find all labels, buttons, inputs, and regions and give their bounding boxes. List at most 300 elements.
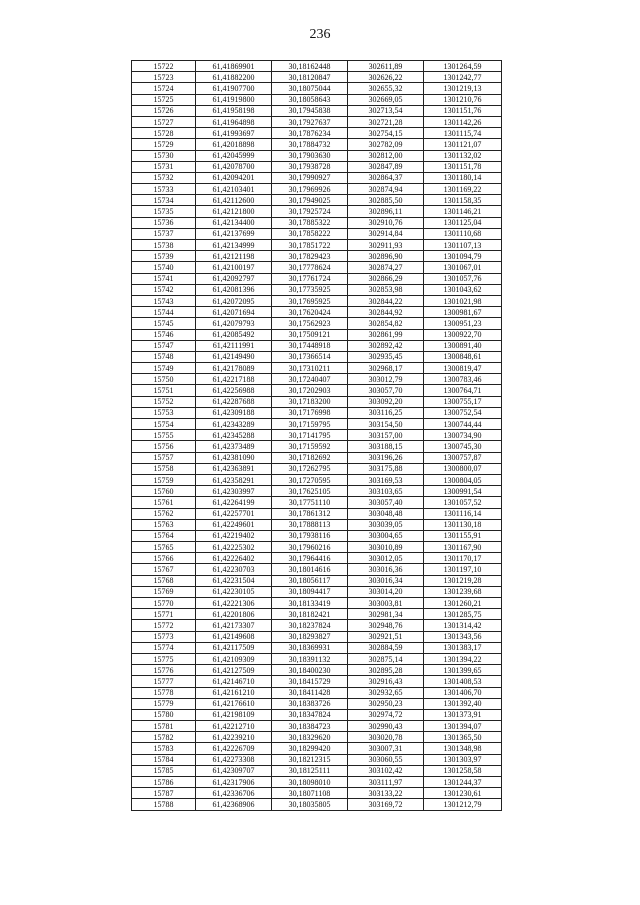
x-coordinate-cell: 302782,09 bbox=[348, 139, 424, 150]
longitude-cell: 30,18299420 bbox=[272, 743, 348, 754]
y-coordinate-cell: 1301392,40 bbox=[424, 698, 502, 709]
x-coordinate-cell: 302626,22 bbox=[348, 72, 424, 83]
table-row bbox=[132, 754, 502, 765]
latitude-cell: 61,41993697 bbox=[196, 128, 272, 139]
longitude-cell: 30,17858222 bbox=[272, 228, 348, 239]
point-number-cell: 15735 bbox=[132, 206, 196, 217]
table-row bbox=[132, 665, 502, 676]
y-coordinate-cell: 1301094,79 bbox=[424, 251, 502, 262]
y-coordinate-cell: 1300744,44 bbox=[424, 419, 502, 430]
y-coordinate-cell: 1300848,61 bbox=[424, 351, 502, 362]
page-number: 236 bbox=[309, 27, 331, 42]
table-row bbox=[132, 240, 502, 251]
x-coordinate-cell: 302896,11 bbox=[348, 206, 424, 217]
y-coordinate-cell: 1301348,98 bbox=[424, 743, 502, 754]
table-row bbox=[132, 83, 502, 94]
latitude-cell: 61,42309188 bbox=[196, 407, 272, 418]
y-coordinate-cell: 1300800,07 bbox=[424, 463, 502, 474]
table-row bbox=[132, 206, 502, 217]
point-number-cell: 15734 bbox=[132, 195, 196, 206]
latitude-cell: 61,42249601 bbox=[196, 519, 272, 530]
x-coordinate-cell: 303010,89 bbox=[348, 542, 424, 553]
latitude-cell: 61,42226709 bbox=[196, 743, 272, 754]
point-number-cell: 15726 bbox=[132, 105, 196, 116]
x-coordinate-cell: 303188,15 bbox=[348, 441, 424, 452]
longitude-cell: 30,17964416 bbox=[272, 553, 348, 564]
latitude-cell: 61,42111991 bbox=[196, 340, 272, 351]
x-coordinate-cell: 302853,98 bbox=[348, 284, 424, 295]
y-coordinate-cell: 1300745,30 bbox=[424, 441, 502, 452]
point-number-cell: 15752 bbox=[132, 396, 196, 407]
table-row bbox=[132, 374, 502, 385]
point-number-cell: 15743 bbox=[132, 295, 196, 306]
longitude-cell: 30,17310211 bbox=[272, 363, 348, 374]
table-row bbox=[132, 139, 502, 150]
point-number-cell: 15782 bbox=[132, 732, 196, 743]
x-coordinate-cell: 303175,88 bbox=[348, 463, 424, 474]
point-number-cell: 15769 bbox=[132, 586, 196, 597]
table-row bbox=[132, 340, 502, 351]
y-coordinate-cell: 1301264,59 bbox=[424, 61, 502, 72]
longitude-cell: 30,18075044 bbox=[272, 83, 348, 94]
latitude-cell: 61,42368906 bbox=[196, 799, 272, 810]
longitude-cell: 30,17969926 bbox=[272, 184, 348, 195]
latitude-cell: 61,42092797 bbox=[196, 273, 272, 284]
longitude-cell: 30,17366514 bbox=[272, 351, 348, 362]
point-number-cell: 15741 bbox=[132, 273, 196, 284]
y-coordinate-cell: 1301260,21 bbox=[424, 598, 502, 609]
table-row bbox=[132, 72, 502, 83]
longitude-cell: 30,17182692 bbox=[272, 452, 348, 463]
point-number-cell: 15784 bbox=[132, 754, 196, 765]
y-coordinate-cell: 1301383,17 bbox=[424, 642, 502, 653]
y-coordinate-cell: 1301155,91 bbox=[424, 530, 502, 541]
longitude-cell: 30,17202903 bbox=[272, 385, 348, 396]
table-row bbox=[132, 351, 502, 362]
point-number-cell: 15747 bbox=[132, 340, 196, 351]
latitude-cell: 61,42212710 bbox=[196, 721, 272, 732]
point-number-cell: 15748 bbox=[132, 351, 196, 362]
point-number-cell: 15764 bbox=[132, 530, 196, 541]
latitude-cell: 61,42217188 bbox=[196, 374, 272, 385]
table-row bbox=[132, 184, 502, 195]
longitude-cell: 30,17990927 bbox=[272, 172, 348, 183]
longitude-cell: 30,17888113 bbox=[272, 519, 348, 530]
table-row bbox=[132, 642, 502, 653]
point-number-cell: 15761 bbox=[132, 497, 196, 508]
table-row bbox=[132, 586, 502, 597]
latitude-cell: 61,42230703 bbox=[196, 564, 272, 575]
table-row bbox=[132, 363, 502, 374]
longitude-cell: 30,17141795 bbox=[272, 430, 348, 441]
point-number-cell: 15781 bbox=[132, 721, 196, 732]
y-coordinate-cell: 1300734,90 bbox=[424, 430, 502, 441]
x-coordinate-cell: 302655,32 bbox=[348, 83, 424, 94]
latitude-cell: 61,42257701 bbox=[196, 508, 272, 519]
y-coordinate-cell: 1301242,77 bbox=[424, 72, 502, 83]
y-coordinate-cell: 1301132,02 bbox=[424, 150, 502, 161]
y-coordinate-cell: 1301169,22 bbox=[424, 184, 502, 195]
longitude-cell: 30,17925724 bbox=[272, 206, 348, 217]
table-row bbox=[132, 419, 502, 430]
latitude-cell: 61,42230105 bbox=[196, 586, 272, 597]
longitude-cell: 30,18293827 bbox=[272, 631, 348, 642]
latitude-cell: 61,42085492 bbox=[196, 329, 272, 340]
longitude-cell: 30,17562923 bbox=[272, 318, 348, 329]
point-number-cell: 15740 bbox=[132, 262, 196, 273]
longitude-cell: 30,17448918 bbox=[272, 340, 348, 351]
latitude-cell: 61,42121198 bbox=[196, 251, 272, 262]
x-coordinate-cell: 302713,54 bbox=[348, 105, 424, 116]
x-coordinate-cell: 302847,89 bbox=[348, 161, 424, 172]
longitude-cell: 30,18056117 bbox=[272, 575, 348, 586]
y-coordinate-cell: 1301197,10 bbox=[424, 564, 502, 575]
table-row bbox=[132, 172, 502, 183]
y-coordinate-cell: 1301130,18 bbox=[424, 519, 502, 530]
x-coordinate-cell: 302968,17 bbox=[348, 363, 424, 374]
point-number-cell: 15785 bbox=[132, 765, 196, 776]
latitude-cell: 61,41919800 bbox=[196, 94, 272, 105]
x-coordinate-cell: 302974,72 bbox=[348, 709, 424, 720]
point-number-cell: 15737 bbox=[132, 228, 196, 239]
latitude-cell: 61,42219402 bbox=[196, 530, 272, 541]
point-number-cell: 15727 bbox=[132, 116, 196, 127]
point-number-cell: 15746 bbox=[132, 329, 196, 340]
point-number-cell: 15763 bbox=[132, 519, 196, 530]
point-number-cell: 15759 bbox=[132, 474, 196, 485]
table-row bbox=[132, 150, 502, 161]
x-coordinate-cell: 303016,36 bbox=[348, 564, 424, 575]
point-number-cell: 15787 bbox=[132, 788, 196, 799]
x-coordinate-cell: 302611,89 bbox=[348, 61, 424, 72]
longitude-cell: 30,17695925 bbox=[272, 295, 348, 306]
point-number-cell: 15760 bbox=[132, 486, 196, 497]
y-coordinate-cell: 1301151,78 bbox=[424, 161, 502, 172]
table-row bbox=[132, 161, 502, 172]
latitude-cell: 61,42363891 bbox=[196, 463, 272, 474]
longitude-cell: 30,17778624 bbox=[272, 262, 348, 273]
latitude-cell: 61,42072095 bbox=[196, 295, 272, 306]
x-coordinate-cell: 303039,05 bbox=[348, 519, 424, 530]
point-number-cell: 15755 bbox=[132, 430, 196, 441]
longitude-cell: 30,18162448 bbox=[272, 61, 348, 72]
x-coordinate-cell: 302844,92 bbox=[348, 307, 424, 318]
latitude-cell: 61,42134400 bbox=[196, 217, 272, 228]
latitude-cell: 61,42109309 bbox=[196, 653, 272, 664]
longitude-cell: 30,17620424 bbox=[272, 307, 348, 318]
point-number-cell: 15738 bbox=[132, 240, 196, 251]
x-coordinate-cell: 303048,48 bbox=[348, 508, 424, 519]
y-coordinate-cell: 1301116,14 bbox=[424, 508, 502, 519]
longitude-cell: 30,18212315 bbox=[272, 754, 348, 765]
table-row bbox=[132, 318, 502, 329]
coordinates-table bbox=[131, 60, 502, 811]
longitude-cell: 30,17960216 bbox=[272, 542, 348, 553]
y-coordinate-cell: 1300757,87 bbox=[424, 452, 502, 463]
x-coordinate-cell: 303014,20 bbox=[348, 586, 424, 597]
x-coordinate-cell: 303111,97 bbox=[348, 777, 424, 788]
table-row bbox=[132, 598, 502, 609]
point-number-cell: 15779 bbox=[132, 698, 196, 709]
longitude-cell: 30,18411428 bbox=[272, 687, 348, 698]
table-row bbox=[132, 295, 502, 306]
longitude-cell: 30,17270595 bbox=[272, 474, 348, 485]
table-row bbox=[132, 721, 502, 732]
y-coordinate-cell: 1301394,22 bbox=[424, 653, 502, 664]
latitude-cell: 61,42358291 bbox=[196, 474, 272, 485]
x-coordinate-cell: 302854,82 bbox=[348, 318, 424, 329]
point-number-cell: 15776 bbox=[132, 665, 196, 676]
y-coordinate-cell: 1301210,76 bbox=[424, 94, 502, 105]
y-coordinate-cell: 1300804,05 bbox=[424, 474, 502, 485]
longitude-cell: 30,18237824 bbox=[272, 620, 348, 631]
longitude-cell: 30,18383726 bbox=[272, 698, 348, 709]
y-coordinate-cell: 1301343,56 bbox=[424, 631, 502, 642]
longitude-cell: 30,17876234 bbox=[272, 128, 348, 139]
table-row bbox=[132, 620, 502, 631]
point-number-cell: 15757 bbox=[132, 452, 196, 463]
table-row bbox=[132, 61, 502, 72]
table-row bbox=[132, 273, 502, 284]
point-number-cell: 15753 bbox=[132, 407, 196, 418]
table-row bbox=[132, 564, 502, 575]
point-number-cell: 15733 bbox=[132, 184, 196, 195]
point-number-cell: 15754 bbox=[132, 419, 196, 430]
latitude-cell: 61,42078700 bbox=[196, 161, 272, 172]
point-number-cell: 15724 bbox=[132, 83, 196, 94]
point-number-cell: 15783 bbox=[132, 743, 196, 754]
latitude-cell: 61,42381090 bbox=[196, 452, 272, 463]
table-row bbox=[132, 497, 502, 508]
x-coordinate-cell: 302950,23 bbox=[348, 698, 424, 709]
x-coordinate-cell: 302948,76 bbox=[348, 620, 424, 631]
latitude-cell: 61,42146710 bbox=[196, 676, 272, 687]
longitude-cell: 30,17176998 bbox=[272, 407, 348, 418]
point-number-cell: 15758 bbox=[132, 463, 196, 474]
latitude-cell: 61,42134999 bbox=[196, 240, 272, 251]
y-coordinate-cell: 1301230,61 bbox=[424, 788, 502, 799]
table-row bbox=[132, 519, 502, 530]
longitude-cell: 30,17735925 bbox=[272, 284, 348, 295]
point-number-cell: 15722 bbox=[132, 61, 196, 72]
table-row bbox=[132, 474, 502, 485]
x-coordinate-cell: 303092,20 bbox=[348, 396, 424, 407]
y-coordinate-cell: 1301167,90 bbox=[424, 542, 502, 553]
y-coordinate-cell: 1301057,76 bbox=[424, 273, 502, 284]
longitude-cell: 30,17949025 bbox=[272, 195, 348, 206]
longitude-cell: 30,17751110 bbox=[272, 497, 348, 508]
table-row bbox=[132, 385, 502, 396]
x-coordinate-cell: 302981,34 bbox=[348, 609, 424, 620]
longitude-cell: 30,17183200 bbox=[272, 396, 348, 407]
x-coordinate-cell: 302861,99 bbox=[348, 329, 424, 340]
longitude-cell: 30,17761724 bbox=[272, 273, 348, 284]
point-number-cell: 15731 bbox=[132, 161, 196, 172]
y-coordinate-cell: 1301151,76 bbox=[424, 105, 502, 116]
longitude-cell: 30,18094417 bbox=[272, 586, 348, 597]
x-coordinate-cell: 302874,27 bbox=[348, 262, 424, 273]
table-row bbox=[132, 463, 502, 474]
longitude-cell: 30,17861312 bbox=[272, 508, 348, 519]
point-number-cell: 15767 bbox=[132, 564, 196, 575]
table-row bbox=[132, 116, 502, 127]
latitude-cell: 61,42373489 bbox=[196, 441, 272, 452]
y-coordinate-cell: 1301125,04 bbox=[424, 217, 502, 228]
latitude-cell: 61,42121800 bbox=[196, 206, 272, 217]
table-row bbox=[132, 676, 502, 687]
latitude-cell: 61,42256988 bbox=[196, 385, 272, 396]
x-coordinate-cell: 302812,00 bbox=[348, 150, 424, 161]
latitude-cell: 61,42045999 bbox=[196, 150, 272, 161]
table-row bbox=[132, 94, 502, 105]
point-number-cell: 15766 bbox=[132, 553, 196, 564]
y-coordinate-cell: 1301399,65 bbox=[424, 665, 502, 676]
table-row bbox=[132, 631, 502, 642]
point-number-cell: 15768 bbox=[132, 575, 196, 586]
latitude-cell: 61,42336706 bbox=[196, 788, 272, 799]
point-number-cell: 15732 bbox=[132, 172, 196, 183]
y-coordinate-cell: 1300951,23 bbox=[424, 318, 502, 329]
y-coordinate-cell: 1300922,70 bbox=[424, 329, 502, 340]
x-coordinate-cell: 302721,28 bbox=[348, 116, 424, 127]
latitude-cell: 61,42309707 bbox=[196, 765, 272, 776]
latitude-cell: 61,42231504 bbox=[196, 575, 272, 586]
x-coordinate-cell: 302916,43 bbox=[348, 676, 424, 687]
point-number-cell: 15723 bbox=[132, 72, 196, 83]
y-coordinate-cell: 1301219,28 bbox=[424, 575, 502, 586]
y-coordinate-cell: 1301219,13 bbox=[424, 83, 502, 94]
x-coordinate-cell: 302866,29 bbox=[348, 273, 424, 284]
table-row bbox=[132, 251, 502, 262]
latitude-cell: 61,41882200 bbox=[196, 72, 272, 83]
latitude-cell: 61,42137699 bbox=[196, 228, 272, 239]
y-coordinate-cell: 1300981,67 bbox=[424, 307, 502, 318]
y-coordinate-cell: 1301121,07 bbox=[424, 139, 502, 150]
table-row bbox=[132, 128, 502, 139]
y-coordinate-cell: 1301057,52 bbox=[424, 497, 502, 508]
longitude-cell: 30,17885322 bbox=[272, 217, 348, 228]
x-coordinate-cell: 302874,94 bbox=[348, 184, 424, 195]
table-row bbox=[132, 743, 502, 754]
y-coordinate-cell: 1300891,40 bbox=[424, 340, 502, 351]
y-coordinate-cell: 1301285,75 bbox=[424, 609, 502, 620]
latitude-cell: 61,42149608 bbox=[196, 631, 272, 642]
table-row bbox=[132, 765, 502, 776]
x-coordinate-cell: 303196,26 bbox=[348, 452, 424, 463]
longitude-cell: 30,18329620 bbox=[272, 732, 348, 743]
table-row bbox=[132, 553, 502, 564]
point-number-cell: 15786 bbox=[132, 777, 196, 788]
longitude-cell: 30,18125111 bbox=[272, 765, 348, 776]
y-coordinate-cell: 1301180,14 bbox=[424, 172, 502, 183]
table-row bbox=[132, 195, 502, 206]
x-coordinate-cell: 302911,93 bbox=[348, 240, 424, 251]
x-coordinate-cell: 303016,34 bbox=[348, 575, 424, 586]
longitude-cell: 30,17851722 bbox=[272, 240, 348, 251]
longitude-cell: 30,17884732 bbox=[272, 139, 348, 150]
point-number-cell: 15728 bbox=[132, 128, 196, 139]
x-coordinate-cell: 303012,05 bbox=[348, 553, 424, 564]
y-coordinate-cell: 1301373,91 bbox=[424, 709, 502, 720]
latitude-cell: 61,42345288 bbox=[196, 430, 272, 441]
y-coordinate-cell: 1300819,47 bbox=[424, 363, 502, 374]
table-row bbox=[132, 698, 502, 709]
x-coordinate-cell: 303154,50 bbox=[348, 419, 424, 430]
latitude-cell: 61,42343289 bbox=[196, 419, 272, 430]
point-number-cell: 15778 bbox=[132, 687, 196, 698]
y-coordinate-cell: 1300783,46 bbox=[424, 374, 502, 385]
y-coordinate-cell: 1300991,54 bbox=[424, 486, 502, 497]
latitude-cell: 61,42178089 bbox=[196, 363, 272, 374]
point-number-cell: 15762 bbox=[132, 508, 196, 519]
x-coordinate-cell: 303004,65 bbox=[348, 530, 424, 541]
x-coordinate-cell: 302895,28 bbox=[348, 665, 424, 676]
longitude-cell: 30,17625105 bbox=[272, 486, 348, 497]
x-coordinate-cell: 302885,50 bbox=[348, 195, 424, 206]
point-number-cell: 15730 bbox=[132, 150, 196, 161]
latitude-cell: 61,42201806 bbox=[196, 609, 272, 620]
longitude-cell: 30,18120847 bbox=[272, 72, 348, 83]
x-coordinate-cell: 303102,42 bbox=[348, 765, 424, 776]
point-number-cell: 15777 bbox=[132, 676, 196, 687]
y-coordinate-cell: 1301365,50 bbox=[424, 732, 502, 743]
y-coordinate-cell: 1301170,17 bbox=[424, 553, 502, 564]
latitude-cell: 61,42287688 bbox=[196, 396, 272, 407]
latitude-cell: 61,42018898 bbox=[196, 139, 272, 150]
latitude-cell: 61,42127509 bbox=[196, 665, 272, 676]
longitude-cell: 30,18058643 bbox=[272, 94, 348, 105]
longitude-cell: 30,18071108 bbox=[272, 788, 348, 799]
x-coordinate-cell: 303169,53 bbox=[348, 474, 424, 485]
table-row bbox=[132, 709, 502, 720]
latitude-cell: 61,42176610 bbox=[196, 698, 272, 709]
point-number-cell: 15742 bbox=[132, 284, 196, 295]
latitude-cell: 61,42173307 bbox=[196, 620, 272, 631]
y-coordinate-cell: 1301142,26 bbox=[424, 116, 502, 127]
table-row bbox=[132, 105, 502, 116]
point-number-cell: 15773 bbox=[132, 631, 196, 642]
longitude-cell: 30,17159795 bbox=[272, 419, 348, 430]
x-coordinate-cell: 302935,45 bbox=[348, 351, 424, 362]
longitude-cell: 30,18400230 bbox=[272, 665, 348, 676]
longitude-cell: 30,17903630 bbox=[272, 150, 348, 161]
latitude-cell: 61,41964898 bbox=[196, 116, 272, 127]
point-number-cell: 15756 bbox=[132, 441, 196, 452]
y-coordinate-cell: 1301394,07 bbox=[424, 721, 502, 732]
table-row bbox=[132, 687, 502, 698]
latitude-cell: 61,42161210 bbox=[196, 687, 272, 698]
point-number-cell: 15749 bbox=[132, 363, 196, 374]
longitude-cell: 30,18035805 bbox=[272, 799, 348, 810]
longitude-cell: 30,17945838 bbox=[272, 105, 348, 116]
x-coordinate-cell: 302875,14 bbox=[348, 653, 424, 664]
latitude-cell: 61,42079793 bbox=[196, 318, 272, 329]
point-number-cell: 15775 bbox=[132, 653, 196, 664]
y-coordinate-cell: 1301314,42 bbox=[424, 620, 502, 631]
table-row bbox=[132, 396, 502, 407]
point-number-cell: 15751 bbox=[132, 385, 196, 396]
y-coordinate-cell: 1300755,17 bbox=[424, 396, 502, 407]
longitude-cell: 30,18182421 bbox=[272, 609, 348, 620]
x-coordinate-cell: 303007,31 bbox=[348, 743, 424, 754]
x-coordinate-cell: 302892,42 bbox=[348, 340, 424, 351]
table-row bbox=[132, 329, 502, 340]
point-number-cell: 15745 bbox=[132, 318, 196, 329]
latitude-cell: 61,41907700 bbox=[196, 83, 272, 94]
y-coordinate-cell: 1301115,74 bbox=[424, 128, 502, 139]
x-coordinate-cell: 302896,90 bbox=[348, 251, 424, 262]
latitude-cell: 61,42273308 bbox=[196, 754, 272, 765]
